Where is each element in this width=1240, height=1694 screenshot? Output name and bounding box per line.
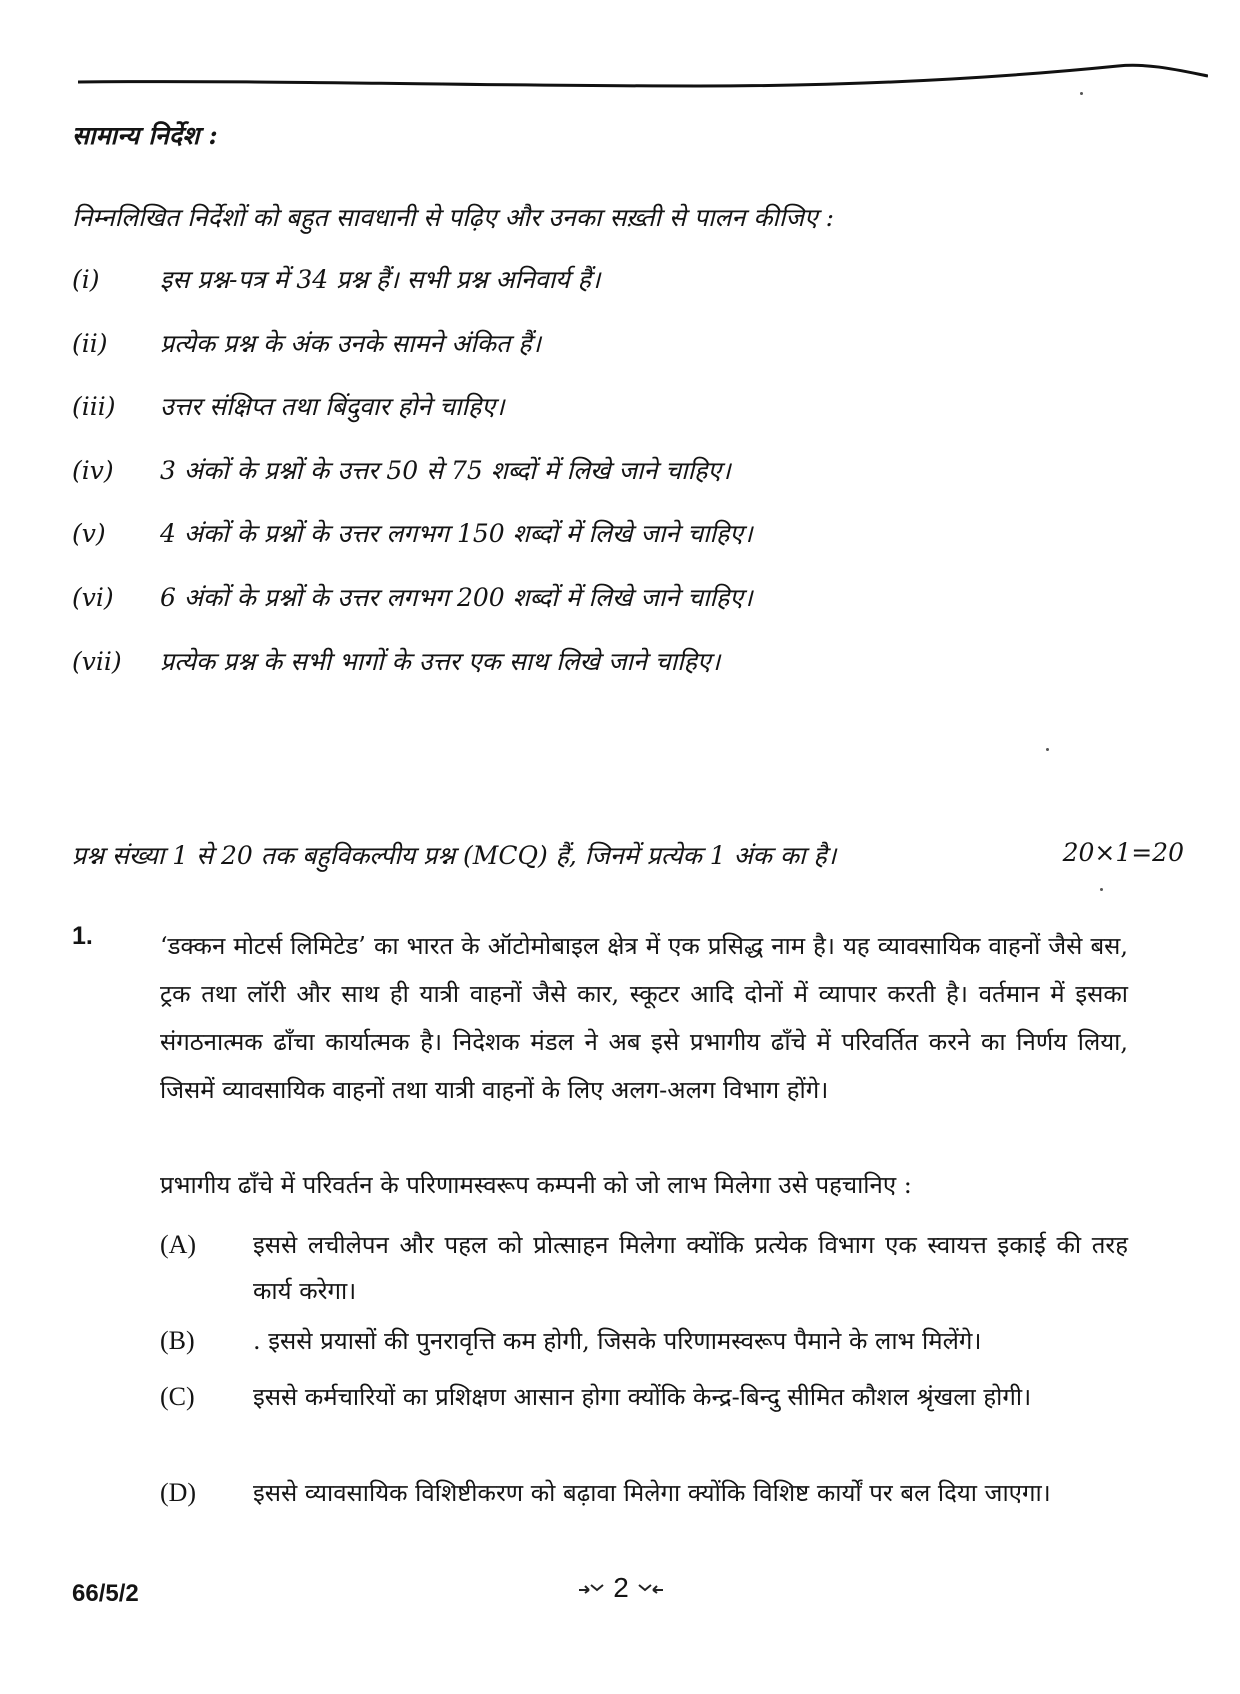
- option-letter: (A): [160, 1230, 197, 1259]
- instruction-text: प्रत्येक प्रश्न के सभी भागों के उत्तर एक साथ लिखे जाने चाहिए।: [160, 646, 721, 676]
- option-text: इससे लचीलेपन और पहल को प्रोत्साहन मिलेगा क्योंकि प्रत्येक विभाग एक स्वायत्त इकाई की तरह कार्य करेगा।: [253, 1231, 1128, 1305]
- section-header: [72, 838, 1184, 872]
- option-a: [160, 1222, 1128, 1318]
- instruction-number: (vii): [72, 646, 122, 676]
- instruction-item: [72, 389, 1152, 453]
- option-letter: (C): [160, 1382, 195, 1411]
- option-text: इससे व्यावसायिक विशिष्टीकरण को बढ़ावा मिलेगा क्योंकि विशिष्ट कार्यों पर बल दिया जाएगा।: [253, 1479, 1051, 1507]
- option-text: इससे कर्मचारियों का प्रशिक्षण आसान होगा क्योंकि केन्द्र-बिन्दु सीमित कौशल श्रृंखला होगी।: [253, 1383, 1032, 1411]
- instruction-number: (ii): [72, 328, 108, 358]
- scan-speck: [1100, 888, 1103, 891]
- page-number: [556, 1572, 686, 1604]
- instruction-item: [72, 453, 1152, 517]
- instruction-item: [72, 580, 1152, 644]
- instruction-text: प्रत्येक प्रश्न के अंक उनके सामने अंकित हैं।: [160, 328, 541, 358]
- left-ornament-icon: [577, 1581, 605, 1595]
- option-text: . इससे प्रयासों की पुनरावृत्ति कम होगी, जिसके परिणामस्वरूप पैमाने के लाभ मिलेंगे।: [253, 1327, 982, 1355]
- instruction-item: [72, 262, 1152, 326]
- option-letter: (D): [160, 1478, 197, 1507]
- instruction-text: इस प्रश्न-पत्र में 34 प्रश्न हैं। सभी प्रश्न अनिवार्य हैं।: [160, 265, 601, 294]
- instruction-text: 3 अंकों के प्रश्नों के उत्तर 50 से 75 शब्दों में लिखे जाने चाहिए।: [160, 455, 731, 485]
- instruction-text: 4 अंकों के प्रश्नों के उत्तर लगभग 150 शब्दों में लिखे जाने चाहिए।: [160, 519, 753, 549]
- instruction-item: [72, 644, 1152, 708]
- question-number: 1.: [72, 922, 93, 950]
- scan-speck: [1046, 748, 1049, 751]
- instruction-number: (v): [72, 519, 106, 549]
- instructions-intro: निम्नलिखित निर्देशों को बहुत सावधानी से पढ़िए और उनका सख़्ती से पालन कीजिए :: [72, 203, 835, 232]
- instruction-number: (i): [72, 265, 100, 294]
- option-letter: (B): [160, 1326, 195, 1355]
- question-passage: [160, 922, 1128, 1114]
- section-marks: 20×1=20: [1062, 838, 1184, 867]
- instruction-item: [72, 516, 1152, 580]
- paper-code: 66/5/2: [72, 1580, 139, 1607]
- instruction-number: (vi): [72, 582, 114, 612]
- general-instructions-heading: सामान्य निर्देश :: [72, 121, 218, 150]
- section-description: प्रश्न संख्या 1 से 20 तक बहुविकल्पीय प्रश्न (MCQ) हैं, जिनमें प्रत्येक 1 अंक का है।: [72, 841, 837, 870]
- option-d: [160, 1470, 1128, 1566]
- right-ornament-icon: [637, 1581, 665, 1595]
- passage-text: ‘डक्कन मोटर्स लिमिटेड’ का भारत के ऑटोमोबाइल क्षेत्र में एक प्रसिद्ध नाम है। यह व्यावसायिक वाहनों जैसे बस, ट्रक तथा लॉरी और साथ ही यात्री वाहनों जैसे कार, स्कूटर आदि दोनों में व्यापार करती है। वर्तमान में इसका संगठनात्मक ढाँचा कार्यात्मक है। निदेशक मंडल ने अब इसे प्रभागीय ढाँचे में परिवर्तित करने का निर्णय लिया, जिसमें व्यावसायिक वाहनों तथा यात्री वाहनों के लिए अलग-अलग विभाग होंगे।: [160, 932, 1128, 1104]
- instruction-text: उत्तर संक्षिप्त तथा बिंदुवार होने चाहिए।: [160, 392, 505, 422]
- option-c: [160, 1374, 1128, 1470]
- answer-options: [160, 1222, 1128, 1566]
- instructions-list: [72, 262, 1152, 707]
- question-prompt: प्रभागीय ढाँचे में परिवर्तन के परिणामस्वरूप कम्पनी को जो लाभ मिलेगा उसे पहचानिए :: [160, 1171, 912, 1199]
- instruction-number: (iii): [72, 392, 116, 422]
- instruction-text: 6 अंकों के प्रश्नों के उत्तर लगभग 200 शब्दों में लिखे जाने चाहिए।: [160, 582, 753, 612]
- top-rule-line: [78, 56, 1208, 96]
- page-number-value: 2: [613, 1572, 629, 1603]
- instruction-item: [72, 326, 1152, 390]
- instruction-number: (iv): [72, 455, 114, 485]
- option-b: [160, 1318, 1128, 1374]
- scan-speck: [1080, 92, 1083, 95]
